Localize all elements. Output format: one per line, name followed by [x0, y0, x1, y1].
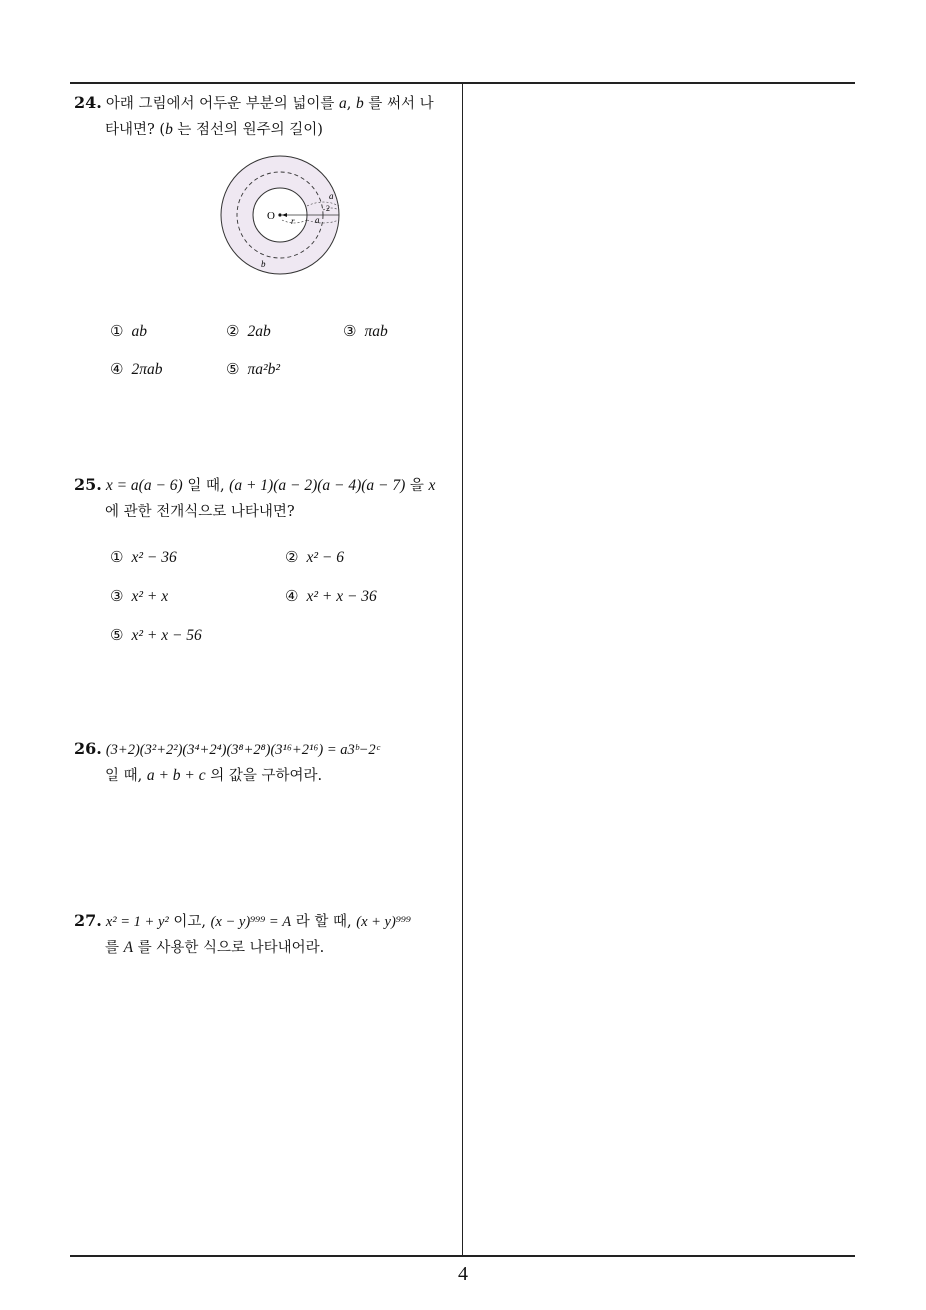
choice-value: πa²b²	[247, 361, 281, 378]
punctuation: ,	[346, 96, 356, 112]
math-expr: (x + y)⁹⁹⁹	[356, 914, 411, 930]
choice-value: πab	[364, 323, 388, 340]
question-text: 에 관한 전개식으로 나타내면?	[105, 504, 295, 520]
choice-3[interactable]	[110, 587, 168, 606]
choice-2[interactable]	[285, 548, 344, 567]
question-text: 일 때,	[182, 478, 230, 494]
choice-1[interactable]	[110, 322, 147, 341]
question-26	[74, 736, 460, 789]
question-number: 26.	[74, 739, 102, 758]
choice-value: x² − 6	[306, 549, 344, 566]
question-25	[74, 472, 460, 525]
question-text: 일 때,	[105, 768, 147, 784]
choice-5[interactable]	[226, 360, 280, 379]
choice-value: x² + x − 56	[131, 627, 202, 644]
question-text: 를 써서 나	[363, 96, 434, 112]
question-text: 아래 그림에서 어두운 부분의 넓이를	[105, 96, 339, 112]
question-text: 을	[405, 478, 429, 494]
choice-3[interactable]	[343, 322, 388, 341]
choice-4[interactable]	[110, 360, 162, 379]
question-text: 는 점선의 원주의 길이)	[172, 122, 323, 138]
question-text: 이고,	[168, 914, 211, 930]
choice-mark: ⑤	[226, 360, 240, 378]
question-text: 타내면? (	[105, 122, 166, 138]
math-expr: (x − y)⁹⁹⁹ = A	[210, 914, 292, 930]
r-label: r	[291, 216, 295, 226]
choice-value: x² + x − 36	[306, 588, 377, 605]
a-label-outer: a	[329, 191, 334, 201]
question-number: 24.	[74, 93, 102, 112]
choice-mark: ①	[110, 548, 124, 566]
page-number: 4	[458, 1263, 468, 1285]
math-var: a	[339, 95, 347, 112]
center-point	[278, 213, 281, 216]
b-label: b	[261, 259, 266, 269]
question-text: 를	[105, 940, 124, 956]
choice-value: 2ab	[247, 323, 271, 340]
choice-mark: ②	[285, 548, 299, 566]
math-var: b	[165, 121, 173, 138]
question-text: 를 사용한 식으로 나타내어라.	[133, 940, 325, 956]
a-label-inner: a	[315, 215, 320, 225]
choice-5[interactable]	[110, 626, 202, 645]
choice-value: x² + x	[131, 588, 169, 605]
choice-value: x² − 36	[131, 549, 177, 566]
question-27	[74, 908, 460, 961]
question-24	[74, 90, 460, 143]
choice-value: ab	[131, 323, 147, 340]
choice-mark: ③	[343, 322, 357, 340]
question-number: 25.	[74, 475, 102, 494]
math-expr: (a + 1)(a − 2)(a − 4)(a − 7)	[229, 477, 406, 494]
choice-mark: ③	[110, 587, 124, 605]
question-number: 27.	[74, 911, 102, 930]
math-var: x	[428, 477, 436, 494]
bottom-rule	[70, 1255, 855, 1257]
choice-4[interactable]	[285, 587, 377, 606]
math-expr: (3+2)(3²+2²)(3⁴+2⁴)(3⁸+2⁸)(3¹⁶+2¹⁶) = a3ᵇ−2ᶜ	[105, 742, 380, 758]
center-label: O	[267, 210, 275, 222]
math-expr: a + b + c	[146, 767, 206, 784]
choice-mark: ④	[285, 587, 299, 605]
annulus-figure	[218, 154, 344, 278]
choice-value: 2πab	[131, 361, 163, 378]
math-expr: x² = 1 + y²	[105, 914, 169, 930]
question-text: 의 값을 구하여라.	[205, 768, 323, 784]
half-label: 2	[326, 204, 330, 213]
math-expr: x = a(a − 6)	[105, 477, 183, 494]
choice-mark: ①	[110, 322, 124, 340]
math-var: b	[355, 95, 364, 112]
question-text: 라 할 때,	[291, 914, 357, 930]
choice-2[interactable]	[226, 322, 271, 341]
choice-1[interactable]	[110, 548, 177, 567]
choice-mark: ②	[226, 322, 240, 340]
math-var: A	[123, 939, 134, 956]
column-divider	[462, 82, 463, 1257]
choice-mark: ④	[110, 360, 124, 378]
choice-mark: ⑤	[110, 626, 124, 644]
